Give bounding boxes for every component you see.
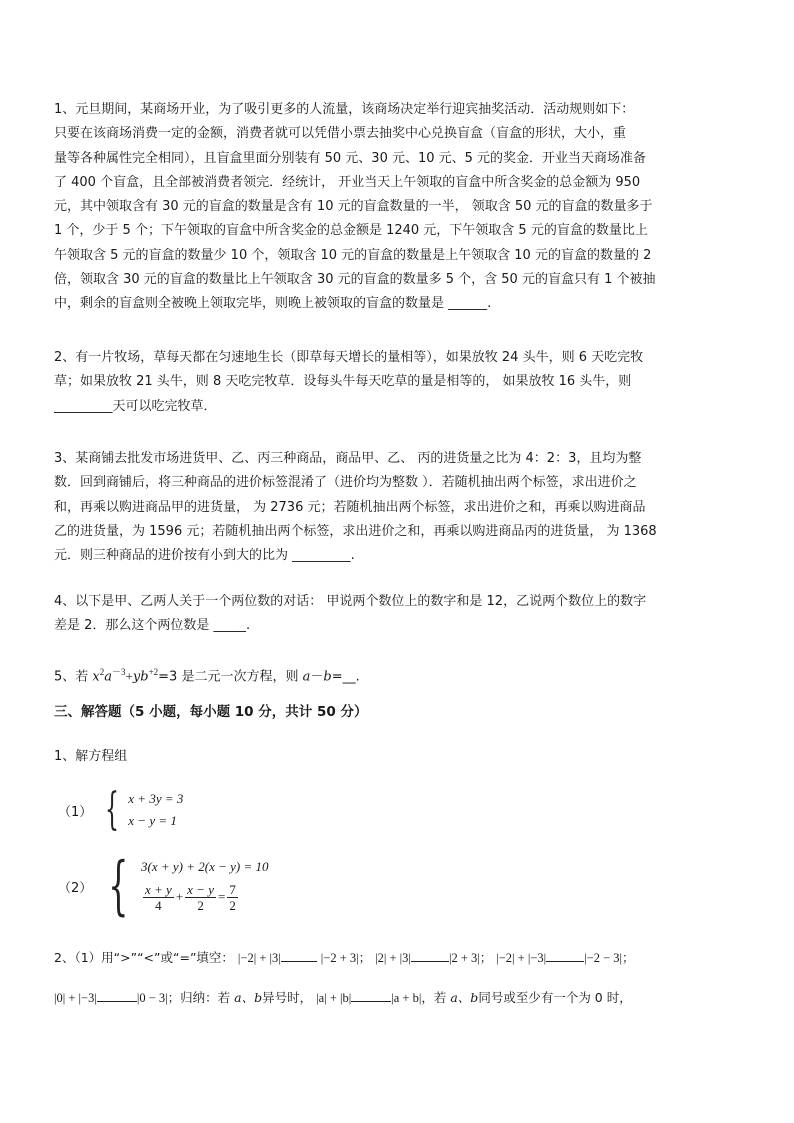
equation-system-2 [58, 849, 269, 923]
answer-blank[interactable] [97, 989, 137, 1002]
question-3 [54, 447, 744, 568]
equation: $\frac{x + y}{4}$ + $\frac{x - y}{2}$ = $\frac{7}{2}$ [145, 881, 236, 913]
q2-line: 草；如果放牧 21 头牛，则 8 天吃完牧草．设每头牛每天吃草的量是相等的， 如果放牧 16 头牛，则 [54, 374, 632, 390]
q4-line: 差是 2．那么这个两位数是 _____. [54, 618, 251, 634]
q1-line: 量等各种属性完全相同），且盲盒里面分别装有 50 元、30 元、10 元、5 元的奖金．开业当天商场准备 [54, 150, 647, 166]
answer-blank[interactable] [351, 989, 391, 1002]
question-2 [54, 346, 744, 419]
q3-line: 元．则三种商品的进价按有小到大的比为 _________. [54, 548, 355, 564]
section-heading: 三、解答题（5 小题，每小题 10 分，共计 50 分） [54, 704, 368, 720]
equation: x + 3y = 3 [128, 791, 184, 806]
q3-line: 数．回到商铺后，将三种商品的进价标签混淆了（进价均为整数 ）．若随机抽出两个标签，求出进价之 [54, 475, 637, 491]
q1-line: 中，剩余的盲盒则全被晚上领取完毕，则晚上被领取的盲盒的数量是 ______. [54, 296, 492, 312]
q1-line: 倍，领取含 30 元的盲盒的数量比上午领取含 30 元的盲盒的数量多 5 个，含 50 元的盲盒只有 1 个被抽 [54, 272, 656, 288]
equation: 3(x + y) + 2(x − y) = 10 [141, 859, 269, 874]
q3-line: 乙的进货量，为 1596 元；若随机抽出两个标签，求出进价之和，再乘以购进商品丙的进货量， 为 1368 [54, 523, 657, 539]
q4-line: 4、以下是甲、乙两人关于一个两位数的对话： 甲说两个数位上的数字和是 12，乙说两个数位上的数字 [54, 594, 647, 609]
left-brace-icon: { [105, 784, 120, 835]
fraction: $\frac{x + y}{4}$ [145, 881, 172, 913]
q2-line: 2、有一片牧场，草每天都在匀速地生长（即草每天增长的量相等），如果放牧 24 头牛，则 6 天吃完牧 [54, 350, 644, 365]
solve-1-title: 1、解方程组 [54, 749, 128, 764]
solve-2-line-2: |0| + |−3| |0 − 3|；归纳：若 a、b异号时， |a| + |b| |a + b|，若 a、b同号或至少有一个为 0 时， [54, 990, 632, 1005]
q1-line: 了 400 个盲盒，且全部被消费者领完．经统计， 开业当天上午领取的盲盒中所含奖金的总金额为 950 [54, 174, 641, 190]
fraction: $\frac{x - y}{2}$ [187, 881, 214, 913]
q1-line: 1 个，少于 5 个；下午领取的盲盒中所含奖金的总金额是 1240 元，下午领取含 5 元的盲盒的数量比上 [54, 223, 648, 239]
question-4 [54, 590, 744, 639]
q1-line: 1、元旦期间，某商场开业，为了吸引更多的人流量，该商场决定举行迎宾抽奖活动．活动规则如下： [54, 102, 635, 117]
question-1 [54, 98, 744, 317]
equation: x − y = 1 [128, 813, 177, 828]
q2-line: _________天可以吃完牧草． [54, 398, 217, 414]
answer-blank[interactable] [281, 949, 317, 962]
q3-line: 和，再乘以购进商品甲的进货量， 为 2736 元；若随机抽出两个标签，求出进价之和，再乘以购进商品 [54, 499, 646, 515]
q1-line: 元，其中领取含有 30 元的盲盒的数量是含有 10 元的盲盒数量的一半， 领取含 50 元的盲盒的数量多于 [54, 199, 653, 215]
answer-blank[interactable] [546, 949, 584, 962]
q1-line: 午领取含 5 元的盲盒的数量少 10 个，领取含 10 元的盲盒的数量是上午领取含 10 元的盲盒的数量的 2 [54, 247, 652, 263]
q1-line: 只要在该商场消费一定的金额，消费者就可以凭借小票去抽奖中心兑换盲盒（盲盒的形状，大小，重 [54, 126, 627, 142]
part-label: （2） [58, 880, 93, 896]
part-label: （1） [58, 804, 93, 820]
solve-2-line-1: 2、（1）用“>”“<”或“=”填空： |−2| + |3| |−2 + 3|； |2| + |3| |2 + 3|； |−2| + |−3| |−2 − 3|； [54, 950, 635, 965]
q3-line: 3、某商铺去批发市场进货甲、乙、丙三种商品，商品甲、乙、 丙的进货量之比为 4：2：3，且均为整 [54, 451, 642, 466]
left-brace-icon: { [108, 849, 129, 923]
equation-system-1 [58, 784, 184, 835]
question-5: 5、若 $x^2a^{-3}+yb^{+2}=3$ 是二元一次方程，则 a－b=__. [54, 667, 360, 685]
fraction: $\frac{7}{2}$ [229, 881, 236, 913]
answer-blank[interactable] [411, 949, 449, 962]
